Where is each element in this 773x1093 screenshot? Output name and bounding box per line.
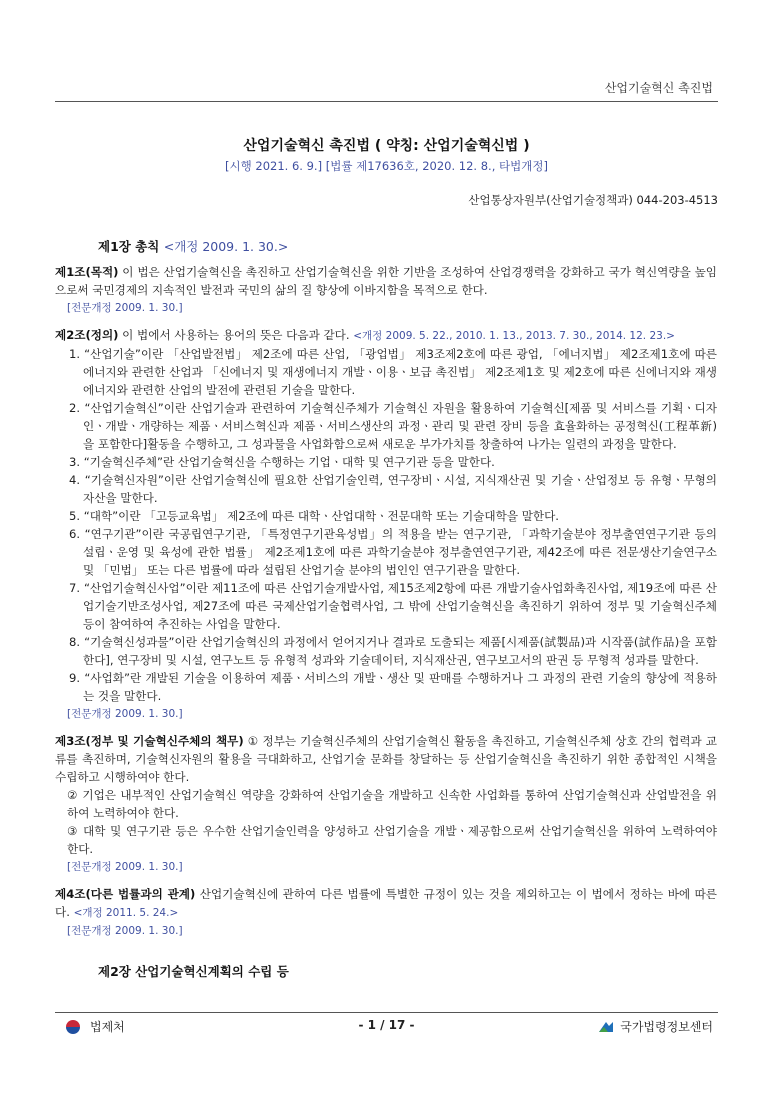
footer-center-name: 국가법령정보센터 [620, 1020, 713, 1034]
article-4-text: 산업기술혁신에 관하여 다른 법률에 특별한 규정이 있는 것을 제외하고는 이 법에서 정하는 바에 따른다. [55, 887, 717, 919]
article-4-heading: 제4조(다른 법률과의 관계) [55, 887, 196, 901]
article-4-history: [전문개정 2009. 1. 30.] [67, 925, 183, 937]
definition-item: 5. “대학”이란 「고등교육법」 제2조에 따른 대학ㆍ산업대학ㆍ전문대학 또는 기술대학을 말한다. [69, 509, 559, 523]
article-3 [55, 732, 717, 876]
article-1 [55, 263, 717, 317]
article-3-history: [전문개정 2009. 1. 30.] [67, 861, 183, 873]
running-header: 산업기술혁신 촉진법 [604, 81, 713, 95]
chapter-1-heading [98, 237, 288, 255]
article-2-text: 이 법에서 사용하는 용어의 뜻은 다음과 같다. [118, 328, 354, 342]
definition-item: 3. “기술혁신주체”란 산업기술혁신을 수행하는 기업ㆍ대학 및 연구기관 등을 말한다. [69, 455, 495, 469]
article-3-paragraph-3: ③ 대학 및 연구기관 등은 우수한 산업기술인력을 양성하고 산업기술을 개발ㆍ제공함으로써 산업기술혁신을 위하여 노력하여야 한다. [67, 824, 717, 856]
ministry-contact: 산업통상자원부(산업기술정책과) 044-203-4513 [468, 193, 718, 207]
chapter-2-heading [98, 962, 289, 980]
footer-org-name: 법제처 [90, 1020, 125, 1034]
article-2 [55, 326, 717, 723]
page-number: - 1 / 17 - [358, 1018, 415, 1032]
article-2-history: [전문개정 2009. 1. 30.] [67, 708, 183, 720]
enforcement-info: [시행 2021. 6. 9.] [법률 제17636호, 2020. 12. 8., 타법개정] [225, 159, 548, 173]
article-1-heading: 제1조(목적) [55, 265, 119, 279]
article-1-history: [전문개정 2009. 1. 30.] [67, 302, 183, 314]
article-3-heading: 제3조(정부 및 기술혁신주체의 책무) [55, 734, 244, 748]
footer-divider [55, 1012, 718, 1013]
chapter-1-label: 제1장 총칙 [98, 239, 160, 254]
definition-item: 4. “기술혁신자원”이란 산업기술혁신에 필요한 산업기술인력, 연구장비ㆍ시설, 지식재산권 및 기술ㆍ산업정보 등 유형ㆍ무형의 자산을 말한다. [69, 473, 717, 505]
footer-right [598, 1018, 713, 1035]
chapter-2-label: 제2장 산업기술혁신계획의 수립 등 [98, 964, 289, 979]
header-divider [55, 101, 718, 102]
definition-item: 9. “사업화”란 개발된 기술을 이용하여 제품ㆍ서비스의 개발ㆍ생산 및 판매를 수행하거나 그 과정의 관련 기술의 향상에 적용하는 것을 말한다. [69, 671, 717, 703]
law-info-center-logo-icon [598, 1020, 614, 1034]
article-2-heading: 제2조(정의) [55, 328, 119, 342]
definition-item: 8. “기술혁신성과물”이란 산업기술혁신의 과정에서 얻어지거나 결과로 도출되는 제품[시제품(試製品)과 시작품(試作品)을 포함한다], 연구장비 및 시설, 연구노트 등 유형적 성과와 기술데이터, 지식재산권, 연구보고서의 판권 등 무형적 성과를 말한다. [69, 635, 717, 667]
chapter-1-amendment: <개정 2009. 1. 30.> [163, 239, 289, 254]
article-3-paragraph-2: ② 기업은 내부적인 산업기술혁신 역량을 강화하여 산업기술을 개발하고 신속한 사업화를 통하여 산업기술혁신과 산업발전을 위하여 노력하여야 한다. [67, 788, 717, 820]
definition-list [55, 345, 717, 705]
article-3-paragraph-1: ① 정부는 기술혁신주체의 산업기술혁신 활동을 촉진하고, 기술혁신주체 상호 간의 협력과 교류를 촉진하며, 기술혁신자원의 활용을 극대화하고, 산업기술 문화를 창달하는 등 산업기술혁신을 촉진하기 위한 종합적인 시책을 수립하고 시행하여야 한다. [55, 734, 717, 784]
definition-item: 6. “연구기관”이란 국공립연구기관, 「특정연구기관육성법」의 적용을 받는 연구기관, 「과학기술분야 정부출연연구기관 등의 설립ㆍ운영 및 육성에 관한 법률」 제2조제1호에 따른 과학기술분야 정부출연연구기관, 제42조에 따른 전문생산기술연구소 및 「민법」 또는 다른 법률에 따라 설립된 산업기술 분야의 법인인 연구기관을 말한다. [69, 527, 717, 577]
article-1-text: 이 법은 산업기술혁신을 촉진하고 산업기술혁신을 위한 기반을 조성하여 산업경쟁력을 강화하고 국가 혁신역량을 높임으로써 국민경제의 지속적인 발전과 국민의 삶의 질 향상에 이바지함을 목적으로 한다. [55, 265, 717, 297]
law-title: 산업기술혁신 촉진법 ( 약칭: 산업기술혁신법 ) [243, 138, 530, 154]
definition-item: 7. “산업기술혁신사업”이란 제11조에 따른 산업기술개발사업, 제15조제2항에 따른 개발기술사업화촉진사업, 제19조에 따른 산업기술기반조성사업, 제27조에 따른 국제산업기술협력사업, 그 밖에 산업기술혁신을 촉진하기 위하여 정부 및 기술혁신주체 등이 참여하여 추진하는 사업을 말한다. [69, 581, 717, 631]
definition-item: 2. “산업기술혁신”이란 산업기술과 관련하여 기술혁신주체가 기술혁신 자원을 활용하여 기술혁신[제품 및 서비스를 기획ㆍ디자인ㆍ개발ㆍ개량하는 제품ㆍ서비스혁신과 제품ㆍ서비스생산의 과정ㆍ관리 및 관련 장비 등을 효율화하는 공정혁신(工程革新)을 포함한다]활동을 수행하고, 그 성과물을 사업화함으로써 새로운 부가가치를 창출하여 나가는 일련의 과정을 말한다. [69, 401, 717, 451]
article-4 [55, 885, 717, 940]
article-4-amendment: <개정 2011. 5. 24.> [73, 907, 179, 919]
article-2-amendment: <개정 2009. 5. 22., 2010. 1. 13., 2013. 7. 30., 2014. 12. 23.> [353, 330, 675, 342]
law-body [55, 263, 717, 940]
definition-item: 1. “산업기술”이란 「산업발전법」 제2조에 따른 산업, 「광업법」 제3조제2호에 따른 광업, 「에너지법」 제2조제1호에 따른 에너지와 관련한 산업과 「신에너지 및 재생에너지 개발ㆍ이용ㆍ보급 촉진법」 제2조제1호 및 제2호에 따른 신에너지와 재생에너지와 관련한 산업의 발전에 관련된 기술을 말한다. [69, 347, 717, 397]
